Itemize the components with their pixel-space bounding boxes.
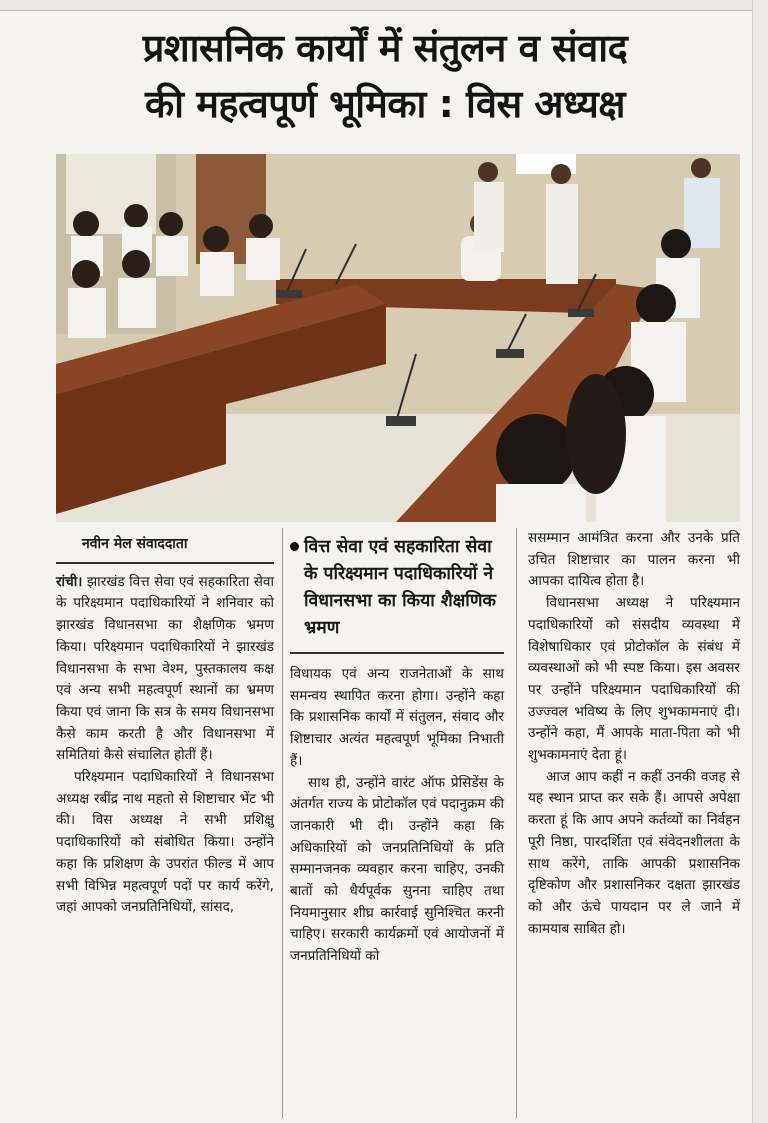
col2-paragraph-1: विधायक एवं अन्य राजनेताओं के साथ समन्वय स्थापित करना होगा। उन्होंने कहा कि प्रशासनिक कार्यों में संतुलन, संवाद और शिष्टाचार अत्यंत महत्वपूर्ण भूमिका निभाती हैं।	[290, 666, 504, 769]
meeting-room-photo	[56, 154, 740, 522]
byline: नवीन मेल संवाददाता	[56, 528, 274, 564]
headline-line-2: की महत्वपूर्ण भूमिका : विस अध्यक्ष	[144, 82, 626, 126]
col3-paragraph-2: विधानसभा अध्यक्ष ने परिक्ष्यमान पदाधिकारियों को संसदीय व्यवस्था में विशेषाधिकार एवं प्रोटोकॉल के संबंध में व्यवस्थाओं को भी स्पष्ट किया। इस अवसर पर उन्होंने परिक्ष्यमान पदाधिकारियों की उज्ज्वल भविष्य के लिए शुभकामनाएं दी। उन्होंने कहा, मैं आपके माता-पिता को भी शुभकामनाएं देता हूं।	[528, 595, 740, 764]
col2-paragraph-2: साथ ही, उन्होंने वारंट ऑफ प्रेसिडेंस के अंतर्गत राज्य के प्रोटोकॉल एवं पदानुक्रम की जानकारी भी दी। उन्होंने कहा कि अधिकारियों को जनप्रतिनिधियों के प्रति सम्मानजनक व्यवहार करना चाहिए, उनकी बातों को धैर्यपूर्वक सुनना चाहिए तथा नियमानुसार शीघ्र कार्रवाई सुनिश्चित करनी चाहिए। सरकारी कार्यक्रमों एवं आयोजनों में जनप्रतिनिधियों को	[290, 774, 504, 965]
bullet-icon	[290, 542, 299, 551]
highlight-text: वित्त सेवा एवं सहकारिता सेवा के परिक्ष्यमान पदाधिकारियों ने विधानसभा का किया शैक्षणिक भ्रमण	[304, 537, 496, 638]
column-rule-1	[282, 528, 283, 1118]
photo-officer-1-head	[478, 162, 498, 182]
photo-officer-2-body	[546, 184, 578, 284]
col1-p1-text: झारखंड वित्त सेवा एवं सहकारिता सेवा के परिक्ष्यमान पदाधिकारियों ने शनिवार को झारखंड विधानसभा का शैक्षणिक भ्रमण किया। परिक्ष्यमान पदाधिकारियों ने झारखंड विधानसभा के सभा वेश्म, पुस्तकालय कक्ष एवं अन्य सभी महत्वपूर्ण स्थानों का भ्रमण किया एवं जाना कि सत्र के समय विधानसभा कैसे काम करती है और विधानसभा में समितियां कैसे संचालित होतीं हैं।	[56, 573, 274, 764]
article-column-3	[528, 528, 740, 940]
dateline: रांची।	[56, 573, 83, 590]
highlight-box	[290, 528, 504, 654]
photo-officer-2-head	[551, 164, 571, 184]
adjacent-page-edge	[752, 0, 768, 1123]
headline	[40, 20, 730, 132]
column-rule-2	[516, 528, 517, 1118]
photo-officer-3-head	[691, 158, 711, 178]
photo-officer-1-body	[474, 182, 504, 252]
article-column-2	[290, 528, 504, 968]
top-edge	[0, 0, 768, 11]
col1-paragraph-2: परिक्ष्यमान पदाधिकारियों ने विधानसभा अध्यक्ष रबींद्र नाथ महतो से शिष्टाचार भेंट भी की। विस अध्यक्ष ने सभी प्रशिक्षु पदाधिकारियों को संबोधित किया। उन्होंने कहा कि प्रशिक्षण के उपरांत फील्ड में आप सभी विभिन्न महत्वपूर्ण पदों पर कार्य करेंगे, जहां आपको जनप्रतिनिधियों, सांसद,	[56, 769, 274, 916]
headline-line-1: प्रशासनिक कार्यों में संतुलन व संवाद	[142, 26, 628, 70]
article-column-1	[56, 528, 274, 919]
news-photo	[56, 154, 740, 522]
col3-paragraph-3: आज आप कहीं न कहीं उनकी वजह से यह स्थान प्राप्त कर सके हैं। आपसे अपेक्षा करता हूं कि आप अपने कर्तव्यों का निर्वहन पूरी निष्ठा, पारदर्शिता एवं संवेदनशीलता के साथ करेंगे, ताकि आपकी प्रशासनिक दृष्टिकोण और प्रशासनिकर दक्षता झारखंड को और ऊंचे पायदान पर ले जाने में कामयाब साबित हो।	[528, 768, 740, 937]
col1-paragraph-1	[56, 572, 274, 767]
col3-paragraph-1: ससम्मान आमंत्रित करना और उनके प्रति उचित शिष्टाचार का पालन करना भी आपका दायित्व होता है।	[528, 530, 740, 590]
